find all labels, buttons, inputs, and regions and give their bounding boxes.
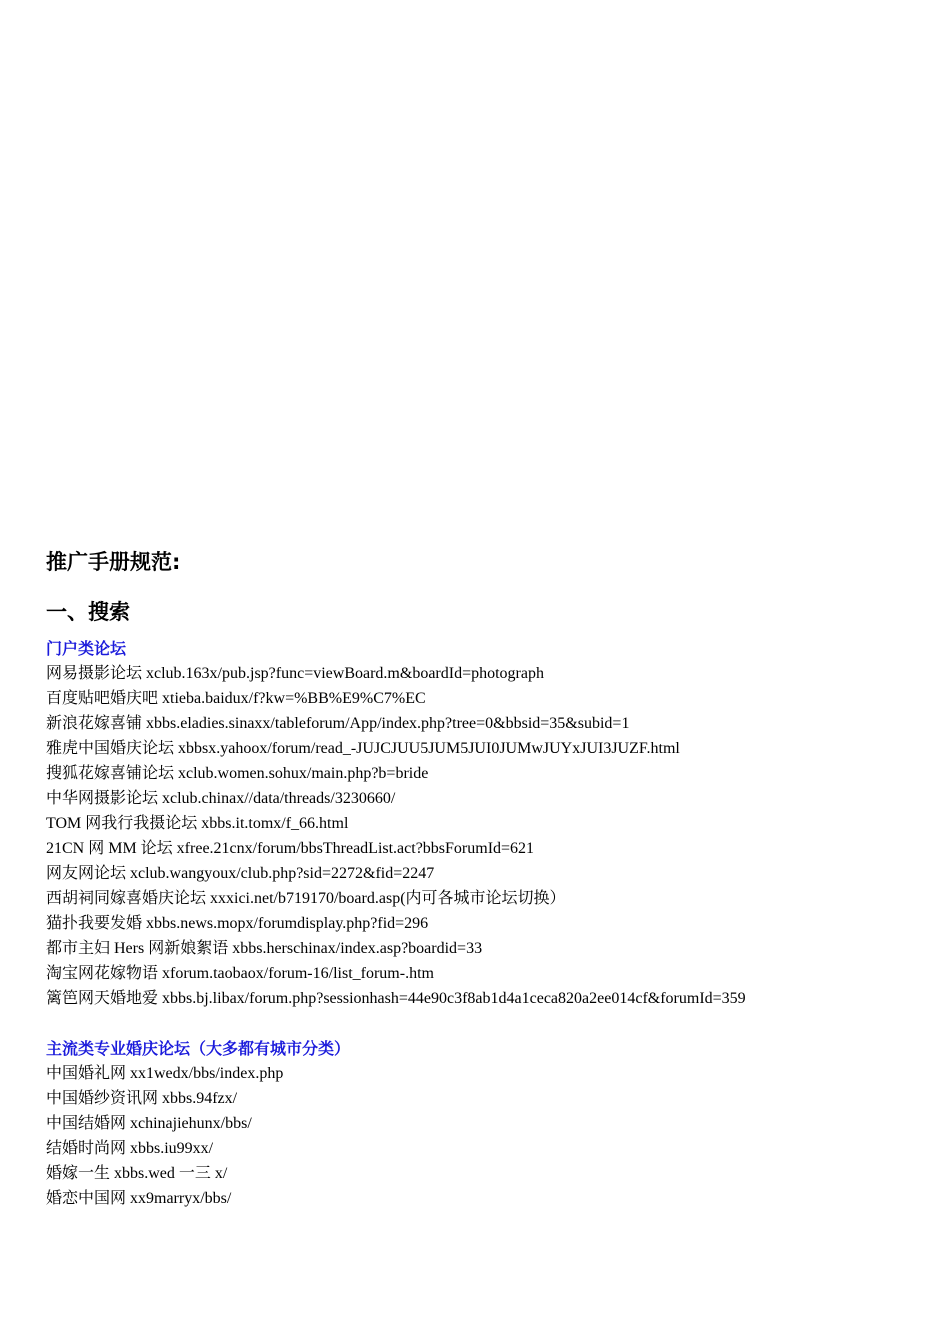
list-item: 21CN 网 MM 论坛 xfree.21cnx/forum/bbsThreadList.act?bbsForumId=621 <box>46 840 535 857</box>
section-title-portal-forums: 门户类论坛 <box>46 639 127 658</box>
list-item: 婚恋中国网 xx9marryx/bbs/ <box>46 1190 232 1207</box>
list-item: 搜狐花嫁喜铺论坛 xclub.women.sohux/main.php?b=bride <box>46 765 429 782</box>
list-item: 中国婚纱资讯网 xbbs.94fzx/ <box>46 1090 238 1107</box>
section-title-wedding-forums: 主流类专业婚庆论坛（大多都有城市分类） <box>46 1039 351 1058</box>
list-item: 猫扑我要发婚 xbbs.news.mopx/forumdisplay.php?fid=296 <box>46 915 429 932</box>
list-item: 百度贴吧婚庆吧 xtieba.baidux/f?kw=%BB%E9%C7%EC <box>46 690 426 707</box>
list-item: 中华网摄影论坛 xclub.chinax//data/threads/3230660/ <box>46 790 396 807</box>
list-item: 篱笆网天婚地爱 xbbs.bj.libax/forum.php?sessionhash=44e90c3f8ab1d4a1ceca820a2ee014cf&forumId=359 <box>46 990 746 1007</box>
list-item: 雅虎中国婚庆论坛 xbbsx.yahoox/forum/read_-JUJCJUU5JUM5JUI0JUMwJUYxJUI3JUZF.html <box>46 740 680 757</box>
list-item: 中国婚礼网 xx1wedx/bbs/index.php <box>46 1065 284 1082</box>
document-page <box>46 548 926 1211</box>
list-item: 都市主妇 Hers 网新娘絮语 xbbs.herschinax/index.asp?boardid=33 <box>46 940 483 957</box>
portal-forums-list <box>46 661 926 1011</box>
list-item: 网易摄影论坛 xclub.163x/pub.jsp?func=viewBoard.m&boardId=photograph <box>46 665 544 682</box>
list-item: 新浪花嫁喜铺 xbbs.eladies.sinaxx/tableforum/App/index.php?tree=0&bbsid=35&subid=1 <box>46 715 630 732</box>
list-item: 中国结婚网 xchinajiehunx/bbs/ <box>46 1115 252 1132</box>
wedding-forums-list <box>46 1061 926 1211</box>
list-item: 婚嫁一生 xbbs.wed 一三 x/ <box>46 1165 228 1182</box>
list-item: TOM 网我行我摄论坛 xbbs.it.tomx/f_66.html <box>46 815 349 832</box>
manual-heading: 推广手册规范: <box>46 550 181 574</box>
portal-forums-section <box>46 636 926 1011</box>
search-heading: 一、搜索 <box>46 600 130 624</box>
paragraph-spacer <box>46 1011 926 1036</box>
list-item: 淘宝网花嫁物语 xforum.taobaox/forum-16/list_forum-.htm <box>46 965 434 982</box>
wedding-forums-section <box>46 1036 926 1211</box>
list-item: 网友网论坛 xclub.wangyoux/club.php?sid=2272&fid=2247 <box>46 865 435 882</box>
list-item: 结婚时尚网 xbbs.iu99xx/ <box>46 1140 214 1157</box>
list-item: 西胡祠同嫁喜婚庆论坛 xxxici.net/b719170/board.asp(内可各城市论坛切换） <box>46 890 566 907</box>
